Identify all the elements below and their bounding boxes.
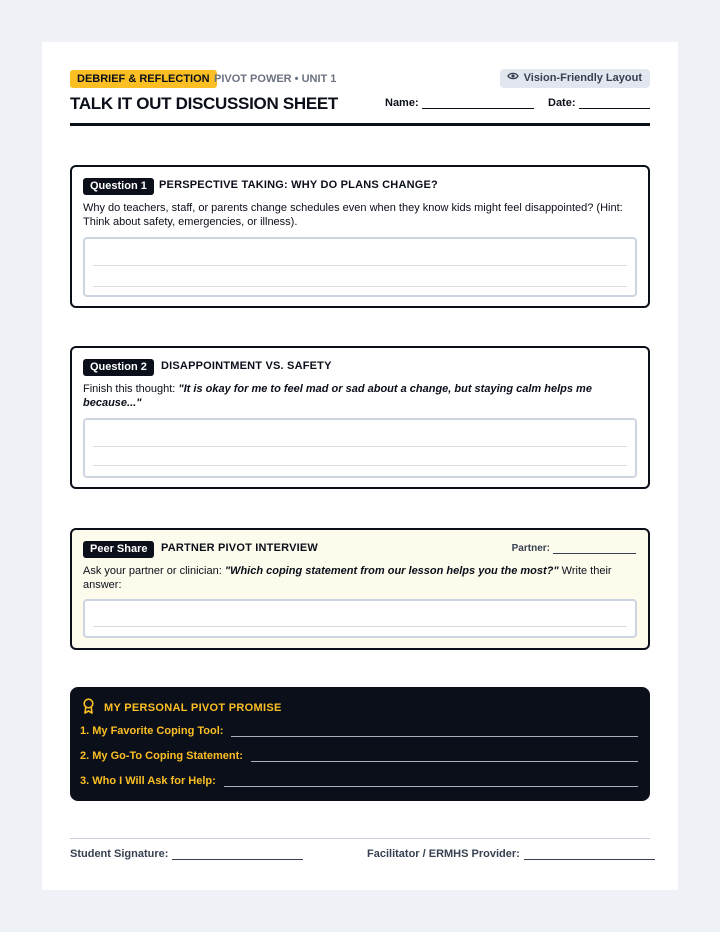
unit-label: PIVOT POWER • UNIT 1 bbox=[214, 73, 337, 85]
promise-item-line[interactable] bbox=[224, 778, 638, 787]
peer-share-title: PARTNER PIVOT INTERVIEW bbox=[161, 542, 318, 554]
award-ribbon-icon bbox=[82, 698, 95, 717]
partner-line[interactable] bbox=[553, 545, 636, 554]
promise-item-line[interactable] bbox=[231, 728, 638, 737]
question-1-badge: Question 1 bbox=[83, 178, 154, 195]
worksheet-page bbox=[42, 42, 678, 890]
pivot-promise-panel bbox=[70, 687, 650, 801]
facilitator-signature-field[interactable] bbox=[367, 848, 655, 860]
date-label: Date: bbox=[548, 97, 576, 109]
title-divider bbox=[70, 123, 650, 126]
question-2-answer-box[interactable] bbox=[83, 418, 637, 478]
pivot-promise-title: MY PERSONAL PIVOT PROMISE bbox=[104, 701, 282, 714]
question-1-answer-box[interactable] bbox=[83, 237, 637, 297]
student-signature-line[interactable] bbox=[172, 851, 303, 860]
facilitator-signature-label: Facilitator / ERMHS Provider: bbox=[367, 848, 520, 860]
eye-icon bbox=[507, 69, 519, 88]
promise-item-label: 1. My Favorite Coping Tool: bbox=[80, 725, 224, 737]
vision-friendly-toggle[interactable] bbox=[500, 69, 650, 88]
student-signature-field[interactable] bbox=[70, 848, 303, 860]
question-2-title: DISAPPOINTMENT VS. SAFETY bbox=[161, 360, 332, 372]
peer-share-prompt bbox=[83, 564, 639, 592]
answer-line bbox=[93, 286, 627, 287]
promise-item-coping-tool[interactable] bbox=[80, 725, 638, 737]
question-2-prompt-quote: "It is okay for me to feel mad or sad about a change, but staying calm helps me because..." bbox=[83, 383, 592, 409]
question-1-card bbox=[70, 165, 650, 308]
name-label: Name: bbox=[385, 97, 419, 109]
question-1-prompt: Why do teachers, staff, or parents change schedules even when they know kids might feel disappointed? (Hint: Think about safety, emergencies, or illness). bbox=[83, 202, 623, 228]
promise-item-coping-statement[interactable] bbox=[80, 750, 638, 762]
partner-label: Partner: bbox=[511, 543, 550, 554]
peer-prompt-tail: Write their answer: bbox=[83, 565, 612, 591]
partner-field[interactable] bbox=[512, 543, 636, 554]
peer-share-answer-box[interactable] bbox=[83, 599, 637, 638]
date-line[interactable] bbox=[579, 99, 650, 109]
question-2-badge: Question 2 bbox=[83, 359, 154, 376]
pivot-promise-header bbox=[82, 698, 282, 717]
name-line[interactable] bbox=[422, 99, 534, 109]
date-field[interactable] bbox=[548, 97, 650, 109]
question-2-prompt-lead: Finish this thought: bbox=[83, 383, 179, 395]
answer-line bbox=[93, 626, 627, 627]
answer-line bbox=[93, 265, 627, 266]
facilitator-signature-line[interactable] bbox=[524, 851, 655, 860]
answer-line bbox=[93, 446, 627, 447]
section-tag: DEBRIEF & REFLECTION bbox=[70, 70, 217, 88]
promise-item-label: 2. My Go-To Coping Statement: bbox=[80, 750, 243, 762]
student-signature-label: Student Signature: bbox=[70, 848, 169, 860]
promise-item-line[interactable] bbox=[251, 753, 638, 762]
name-field[interactable] bbox=[385, 97, 534, 109]
header-meta bbox=[70, 70, 650, 88]
footer-divider bbox=[70, 838, 650, 839]
question-2-card bbox=[70, 346, 650, 489]
page-title: TALK IT OUT DISCUSSION SHEET bbox=[70, 94, 339, 113]
question-2-prompt bbox=[83, 382, 639, 410]
promise-item-label: 3. Who I Will Ask for Help: bbox=[80, 775, 216, 787]
peer-share-badge: Peer Share bbox=[83, 541, 154, 558]
peer-prompt-quote: "Which coping statement from our lesson helps you the most?" bbox=[224, 565, 559, 577]
question-1-title: PERSPECTIVE TAKING: WHY DO PLANS CHANGE? bbox=[159, 179, 438, 191]
peer-share-card bbox=[70, 528, 650, 650]
peer-prompt-lead: Ask your partner or clinician: bbox=[83, 565, 225, 577]
answer-line bbox=[93, 465, 627, 466]
promise-item-help[interactable] bbox=[80, 775, 638, 787]
vision-friendly-label: Vision-Friendly Layout bbox=[523, 72, 642, 84]
